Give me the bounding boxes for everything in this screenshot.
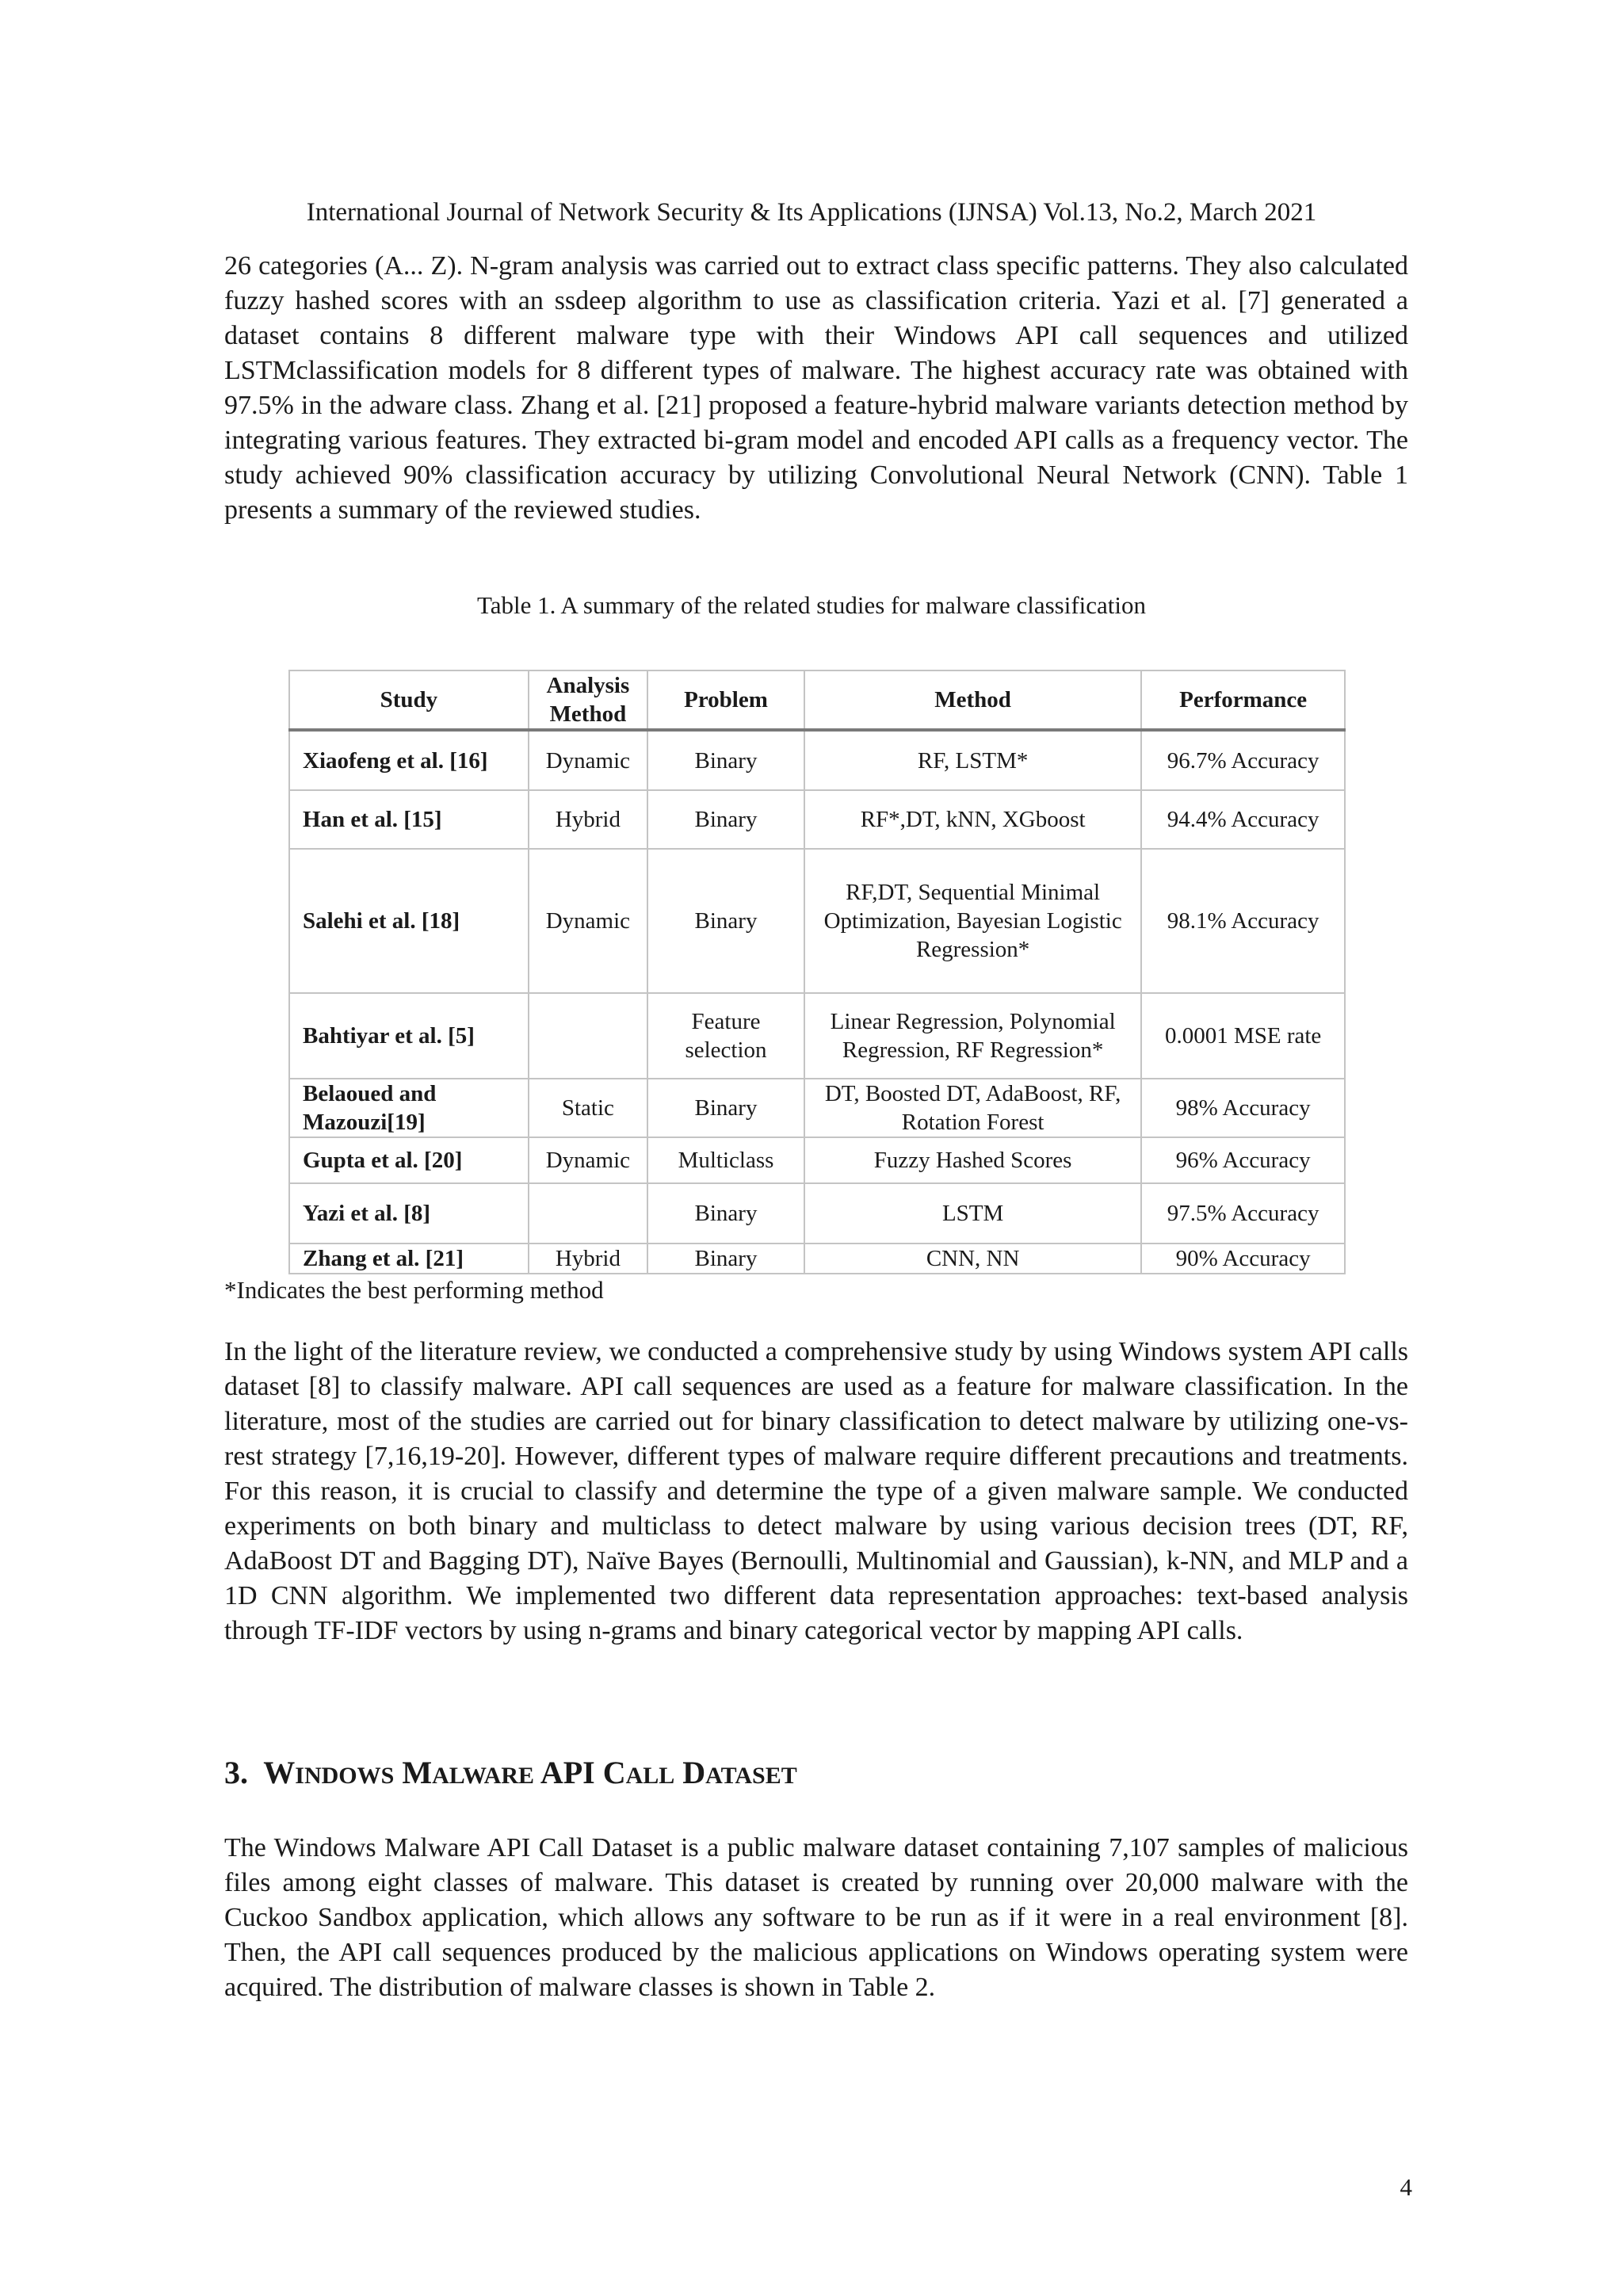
heading-small-caps: ALL	[625, 1763, 675, 1789]
cell-study: Salehi et al. [18]	[289, 849, 529, 993]
cell-analysis: Dynamic	[529, 730, 647, 790]
cell-study: Gupta et al. [20]	[289, 1137, 529, 1183]
cell-study: Bahtiyar et al. [5]	[289, 993, 529, 1079]
page-number: 4	[1400, 2173, 1412, 2201]
cell-analysis: Static	[529, 1079, 647, 1137]
cell-method: RF,DT, Sequential Minimal Optimization, Bayesian Logistic Regression*	[804, 849, 1141, 993]
cell-problem: Binary	[647, 1079, 804, 1137]
heading-small-caps: INDOWS	[295, 1763, 395, 1789]
cell-problem: Binary	[647, 790, 804, 849]
cell-method: Linear Regression, Polynomial Regression, RF Regression*	[804, 993, 1141, 1079]
header-problem: Problem	[647, 670, 804, 730]
header-study: Study	[289, 670, 529, 730]
table-row	[289, 1137, 1345, 1183]
cell-problem: Binary	[647, 1244, 804, 1274]
cell-performance: 90% Accuracy	[1141, 1244, 1345, 1274]
cell-performance: 94.4% Accuracy	[1141, 790, 1345, 849]
heading-small-caps: ATASET	[705, 1763, 797, 1789]
body-paragraph-2: In the light of the literature review, we conducted a comprehensive study by using Windows system API calls dataset [8] to classify malware. API call sequences are used as a feature for malware classification. In the literature, most of the studies are carried out for binary classification to detect malware by utilizing one-vs-rest strategy [7,16,19-20]. However, different types of malware require different precautions and treatments. For this reason, it is crucial to classify and determine the type of a given malware sample. We conducted experiments on both binary and multiclass to detect malware by using various decision trees (DT, RF, AdaBoost DT and Bagging DT), Naïve Bayes (Bernoulli, Multinomial and Gaussian), k-NN, and MLP and a 1D CNN algorithm. We implemented two different data representation approaches: text-based analysis through TF-IDF vectors by using n-grams and binary categorical vector by mapping API calls.	[224, 1337, 1408, 1645]
cell-problem: Binary	[647, 1183, 804, 1244]
heading-initial: C	[602, 1755, 626, 1790]
table-row	[289, 790, 1345, 849]
cell-method: CNN, NN	[804, 1244, 1141, 1274]
cell-performance: 96.7% Accuracy	[1141, 730, 1345, 790]
heading-small-caps: ALWARE	[432, 1763, 535, 1789]
body-paragraph-1: 26 categories (A... Z). N-gram analysis was carried out to extract class specific patterns. They also calculated fuzzy hashed scores with an ssdeep algorithm to use as classification criteria. Yazi et al. [7] generated a dataset contains 8 different malware type with their Windows API call sequences and utilized LSTMclassification models for 8 different types of malware. The highest accuracy rate was obtained with 97.5% in the adware class. Zhang et al. [21] proposed a feature-hybrid malware variants detection method by integrating various features. They extracted bi-gram model and encoded API calls as a frequency vector. The study achieved 90% classification accuracy by utilizing Convolutional Neural Network (CNN). Table 1 presents a summary of the reviewed studies.	[224, 251, 1408, 525]
table-row	[289, 730, 1345, 790]
heading-word	[682, 1755, 796, 1790]
cell-analysis: Hybrid	[529, 790, 647, 849]
cell-method: LSTM	[804, 1183, 1141, 1244]
cell-analysis: Hybrid	[529, 1244, 647, 1274]
cell-performance: 97.5% Accuracy	[1141, 1183, 1345, 1244]
cell-analysis: Dynamic	[529, 1137, 647, 1183]
heading-initial: D	[682, 1755, 706, 1790]
cell-method: RF, LSTM*	[804, 730, 1141, 790]
cell-problem: Binary	[647, 849, 804, 993]
related-studies-table	[288, 670, 1346, 1274]
table-footnote: *Indicates the best performing method	[224, 1276, 604, 1304]
cell-analysis: Dynamic	[529, 849, 647, 993]
cell-performance: 98% Accuracy	[1141, 1079, 1345, 1137]
table-row	[289, 1183, 1345, 1244]
cell-problem: Multiclass	[647, 1137, 804, 1183]
cell-problem: Binary	[647, 730, 804, 790]
cell-method: RF*,DT, kNN, XGboost	[804, 790, 1141, 849]
cell-analysis	[529, 993, 647, 1079]
table-header-row	[289, 670, 1345, 730]
table-row	[289, 849, 1345, 993]
cell-method: DT, Boosted DT, AdaBoost, RF, Rotation Forest	[804, 1079, 1141, 1137]
cell-performance: 96% Accuracy	[1141, 1137, 1345, 1183]
heading-initial: W	[263, 1755, 296, 1790]
cell-method: Fuzzy Hashed Scores	[804, 1137, 1141, 1183]
cell-study: Belaoued and Mazouzi[19]	[289, 1079, 529, 1137]
header-performance: Performance	[1141, 670, 1345, 730]
heading-word	[263, 1755, 394, 1790]
cell-performance: 98.1% Accuracy	[1141, 849, 1345, 993]
header-analysis-method: Analysis Method	[529, 670, 647, 730]
cell-study: Zhang et al. [21]	[289, 1244, 529, 1274]
cell-performance: 0.0001 MSE rate	[1141, 993, 1345, 1079]
body-paragraph-3: The Windows Malware API Call Dataset is a public malware dataset containing 7,107 samples of malicious files among eight classes of malware. This dataset is created by running over 20,000 malware with the Cuckoo Sandbox application, which allows any software to be run as if it were in a real environment [8]. Then, the API call sequences produced by the malicious applications on Windows operating system were acquired. The distribution of malware classes is shown in Table 2.	[224, 1833, 1408, 2002]
heading-word	[540, 1755, 595, 1790]
heading-word	[603, 1755, 675, 1790]
cell-study: Yazi et al. [8]	[289, 1183, 529, 1244]
cell-problem: Feature selection	[647, 993, 804, 1079]
journal-header: International Journal of Network Security & Its Applications (IJNSA) Vol.13, No.2, March 2021	[306, 198, 1317, 227]
header-method: Method	[804, 670, 1141, 730]
cell-analysis	[529, 1183, 647, 1244]
heading-initial: M	[402, 1755, 433, 1790]
section-heading	[224, 1753, 797, 1796]
table-row	[289, 1079, 1345, 1137]
table-row	[289, 993, 1345, 1079]
table-caption: Table 1. A summary of the related studies for malware classification	[476, 591, 1147, 619]
table-row	[289, 1244, 1345, 1274]
heading-initial: API	[540, 1755, 595, 1790]
cell-study: Xiaofeng et al. [16]	[289, 730, 529, 790]
heading-word	[402, 1755, 534, 1790]
cell-study: Han et al. [15]	[289, 790, 529, 849]
section-number: 3.	[224, 1755, 248, 1790]
